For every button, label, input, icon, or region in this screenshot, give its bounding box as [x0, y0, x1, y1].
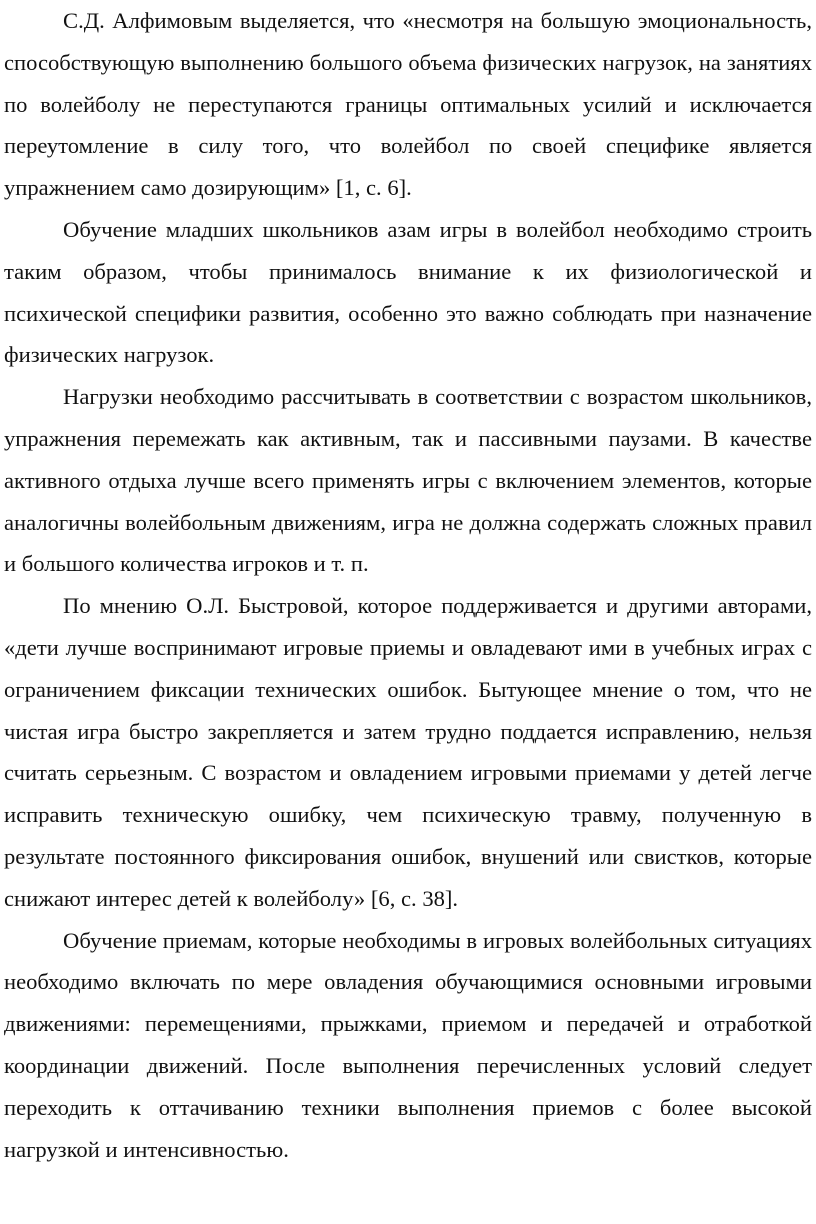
paragraph-3: Нагрузки необходимо рассчитывать в соответствии с возрастом школьников, упражнения перемежать как активным, так и пассивными паузами. В качестве активного отдыха лучше всего применять игры с включением элементов, которые аналогичны волейбольным движениям, игра не должна содержать сложных правил и большого количества игроков и т. п. — [4, 384, 812, 577]
paragraph-1: С.Д. Алфимовым выделяется, что «несмотря на большую эмоциональность, способствующую выполнению большого объема физических нагрузок, на занятиях по волейболу не переступаются границы оптимальных усилий и исключается переутомление в силу того, что волейбол по своей специфике является упражнением само дозирующим» [1, с. 6]. — [4, 8, 812, 201]
document-page — [4, 0, 812, 1170]
paragraph-5: Обучение приемам, которые необходимы в игровых волейбольных ситуациях необходимо включать по мере овладения обучающимися основными игровыми движениями: перемещениями, прыжками, приемом и передачей и отработкой координации движений. После выполнения перечисленных условий следует переходить к оттачиванию техники выполнения приемов с более высокой нагрузкой и интенсивностью. — [4, 927, 812, 1162]
paragraph-4: По мнению О.Л. Быстровой, которое поддерживается и другими авторами, «дети лучше воспринимают игровые приемы и овладевают ими в учебных играх с ограничением фиксации технических ошибок. Бытующее мнение о том, что не чистая игра быстро закрепляется и затем трудно поддается исправлению, нельзя считать серьезным. С возрастом и овладением игровыми приемами у детей легче исправить техническую ошибку, чем психическую травму, полученную в результате постоянного фиксирования ошибок, внушений или свистков, которые снижают интерес детей к волейболу» [6, с. 38]. — [4, 593, 812, 911]
paragraph-2: Обучение младших школьников азам игры в волейбол необходимо строить таким образом, чтобы принималось внимание к их физиологической и психической специфики развития, особенно это важно соблюдать при назначение физических нагрузок. — [4, 216, 812, 368]
